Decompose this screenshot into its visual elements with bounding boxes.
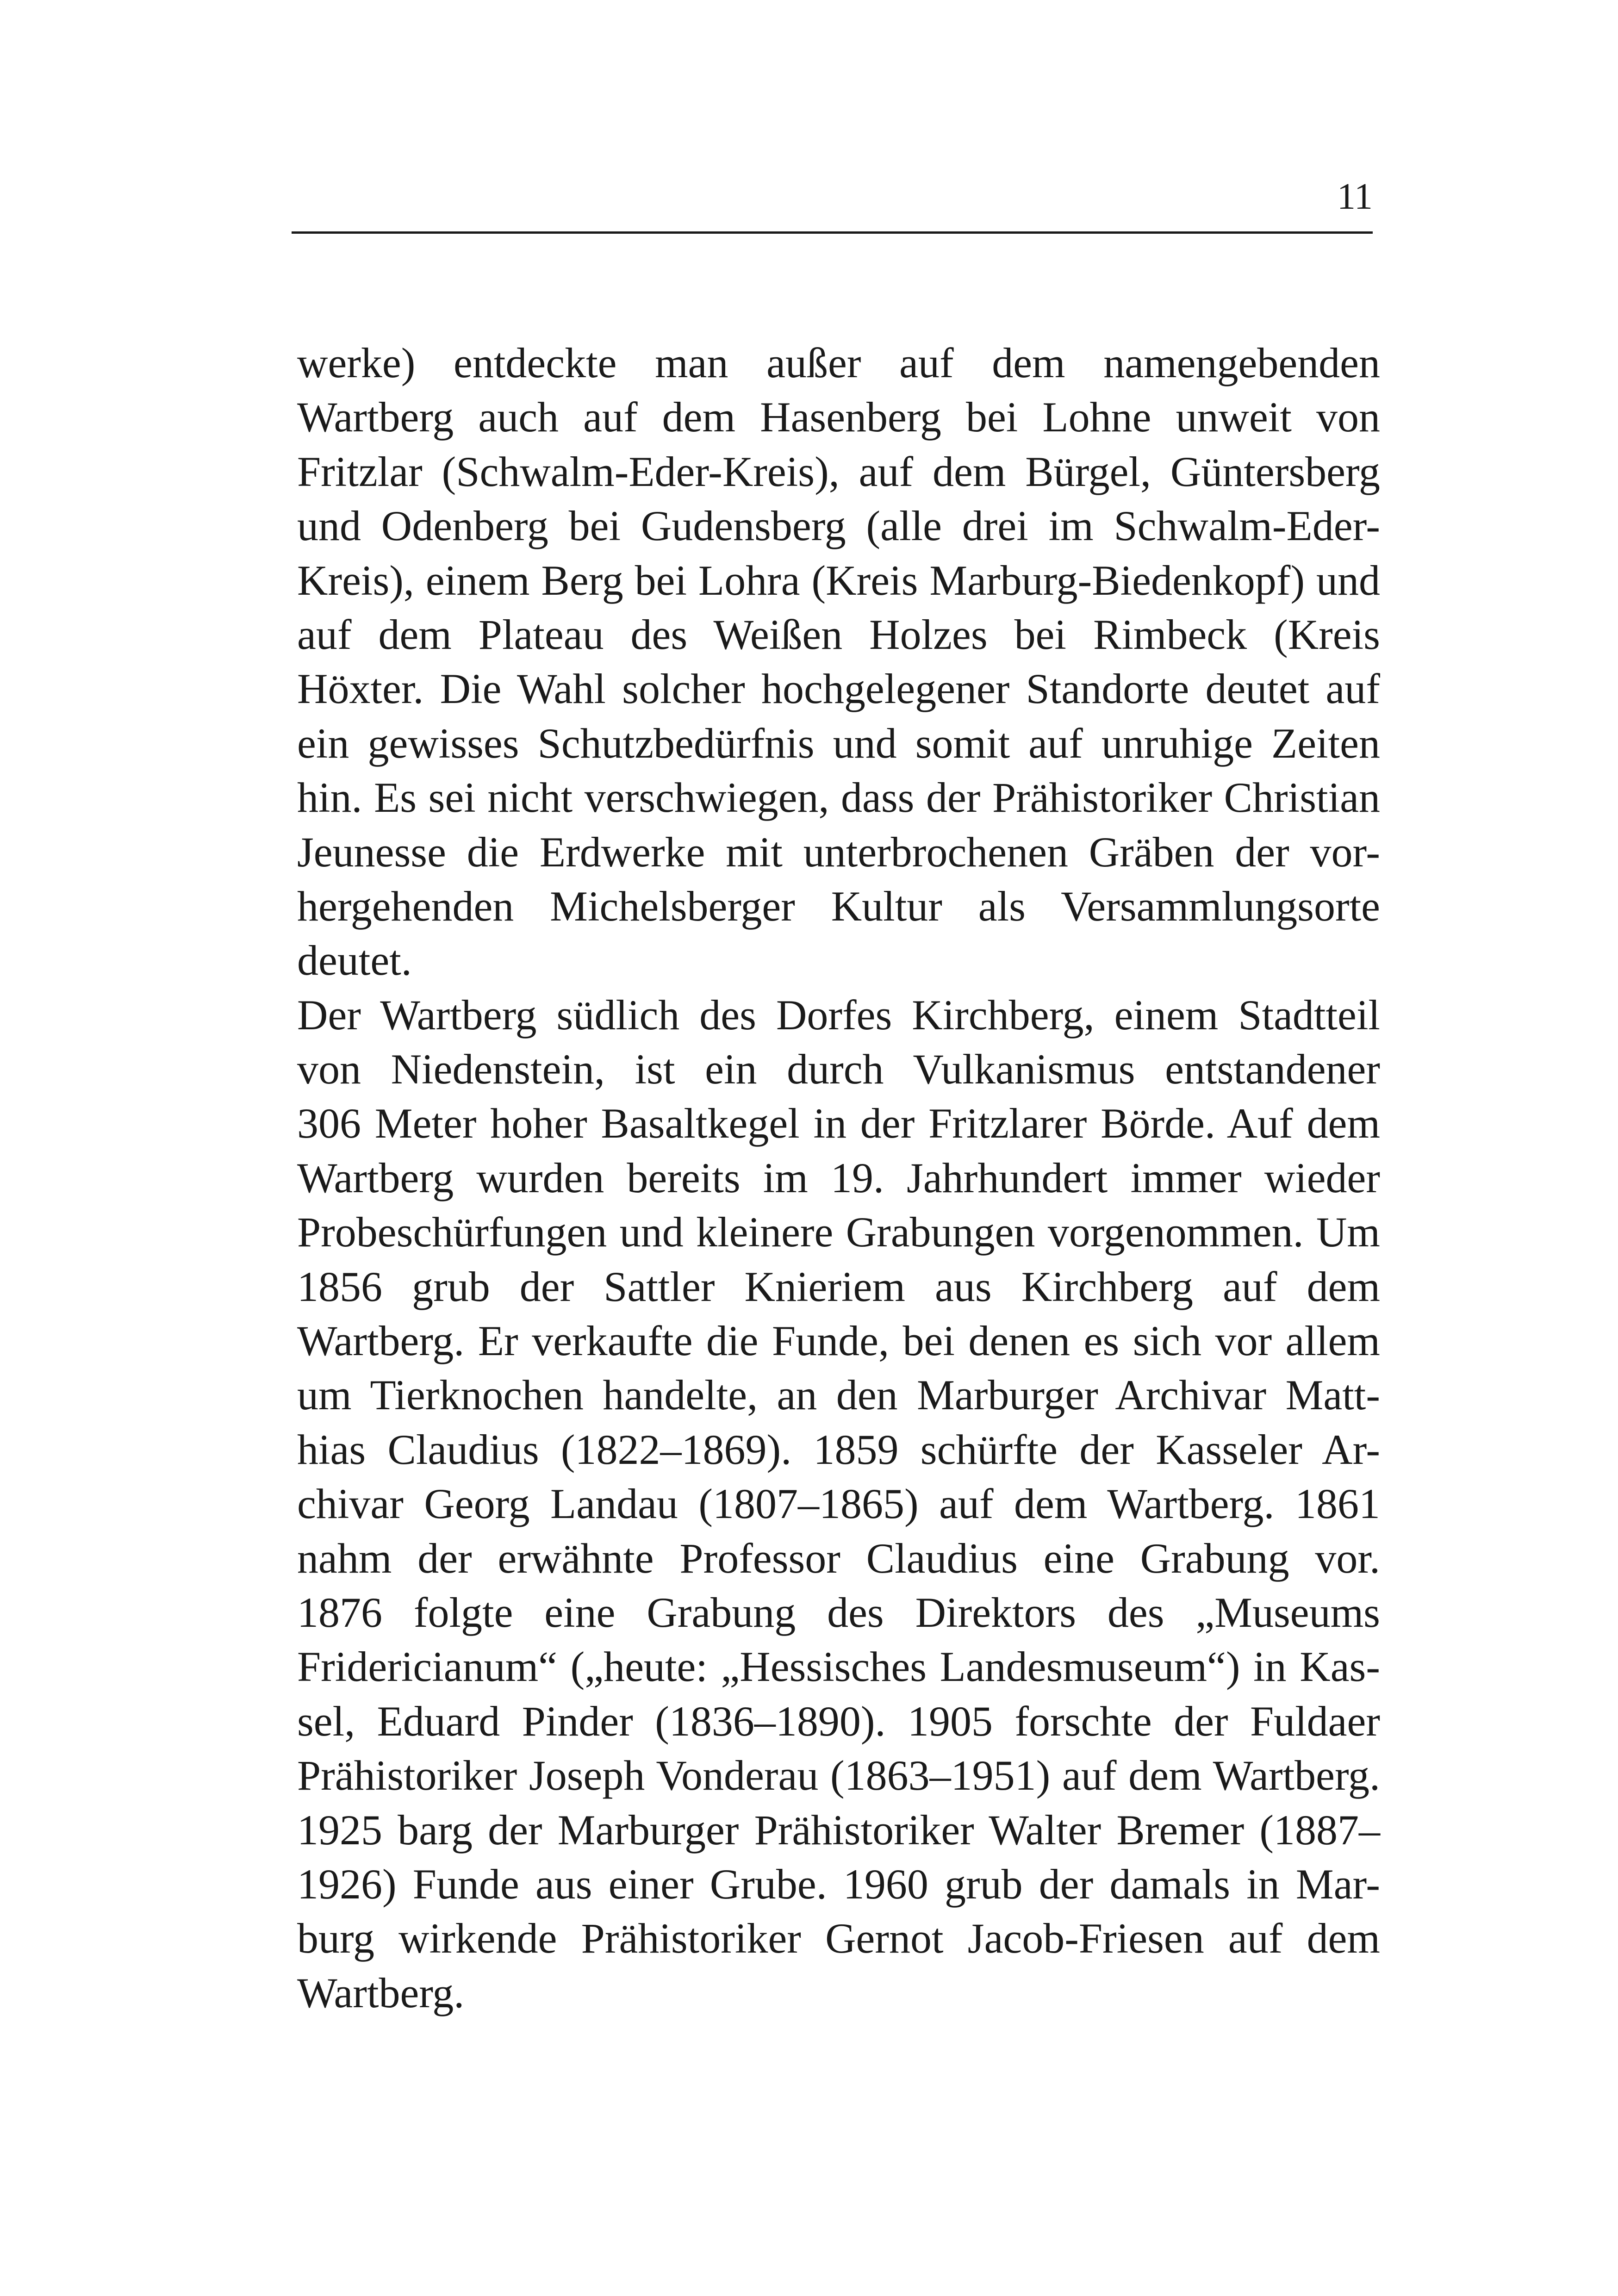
text-line: auf dem Plateau des Weißen Holzes bei Rimbeck (Kreis <box>297 610 1380 658</box>
text-line: und Odenberg bei Gudensberg (alle drei im Schwalm-Eder- <box>297 502 1380 550</box>
text-line: chivar Georg Landau (1807–1865) auf dem Wartberg. 1861 <box>297 1480 1380 1528</box>
body-text <box>297 336 1380 2020</box>
text-line: deutet. <box>297 937 412 984</box>
text-line: Wartberg. <box>297 1969 465 2016</box>
text-line: hergehenden Michelsberger Kultur als Versammlungsorte <box>297 882 1380 930</box>
text-line: Probeschürfungen und kleinere Grabungen vorgenommen. Um <box>297 1208 1380 1256</box>
text-line: burg wirkende Prähistoriker Gernot Jacob-Friesen auf dem <box>297 1915 1380 1962</box>
text-line: nahm der erwähnte Professor Claudius eine Grabung vor. <box>297 1534 1380 1582</box>
text-line: Wartberg. Er verkaufte die Funde, bei denen es sich vor allem <box>297 1317 1380 1365</box>
header-rule <box>292 231 1373 234</box>
text-line: Fritzlar (Schwalm-Eder-Kreis), auf dem Bürgel, Güntersberg <box>297 448 1380 495</box>
text-line: Wartberg auch auf dem Hasenberg bei Lohne unweit von <box>297 393 1380 441</box>
text-line: sel, Eduard Pinder (1836–1890). 1905 forschte der Fuldaer <box>297 1697 1380 1745</box>
page-number: 11 <box>1337 176 1373 217</box>
text-line: werke) entdeckte man außer auf dem namengebenden <box>297 339 1380 386</box>
text-line: hin. Es sei nicht verschwiegen, dass der Prähistoriker Christian <box>297 774 1380 821</box>
text-line: Fridericianum“ („heute: „Hessisches Landesmuseum“) in Kas- <box>297 1643 1380 1691</box>
text-line: 1926) Funde aus einer Grube. 1960 grub der damals in Mar- <box>297 1860 1380 1908</box>
text-line: Kreis), einem Berg bei Lohra (Kreis Marburg-Biedenkopf) und <box>297 556 1380 604</box>
text-line: hias Claudius (1822–1869). 1859 schürfte der Kasseler Ar- <box>297 1425 1380 1473</box>
text-line: ein gewisses Schutzbedürfnis und somit auf unruhige Zeiten <box>297 719 1380 767</box>
text-line: 306 Meter hoher Basaltkegel in der Fritzlarer Börde. Auf dem <box>297 1100 1380 1147</box>
text-line: um Tierknochen handelte, an den Marburger Archivar Matt- <box>297 1371 1380 1419</box>
text-line: Der Wartberg südlich des Dorfes Kirchberg, einem Stadtteil <box>297 991 1380 1039</box>
text-line: Prähistoriker Joseph Vonderau (1863–1951) auf dem Wartberg. <box>297 1752 1380 1799</box>
text-line: 1856 grub der Sattler Knieriem aus Kirchberg auf dem <box>297 1263 1380 1310</box>
text-line: 1876 folgte eine Grabung des Direktors des „Museums <box>297 1588 1380 1636</box>
text-line: Jeunesse die Erdwerke mit unterbrochenen Gräben der vor- <box>297 828 1380 876</box>
text-line: 1925 barg der Marburger Prähistoriker Walter Bremer (1887– <box>297 1806 1380 1854</box>
text-line: Höxter. Die Wahl solcher hochgelegener Standorte deutet auf <box>297 665 1380 713</box>
text-line: von Niedenstein, ist ein durch Vulkanismus entstandener <box>297 1045 1380 1093</box>
text-line: Wartberg wurden bereits im 19. Jahrhundert immer wieder <box>297 1154 1380 1201</box>
